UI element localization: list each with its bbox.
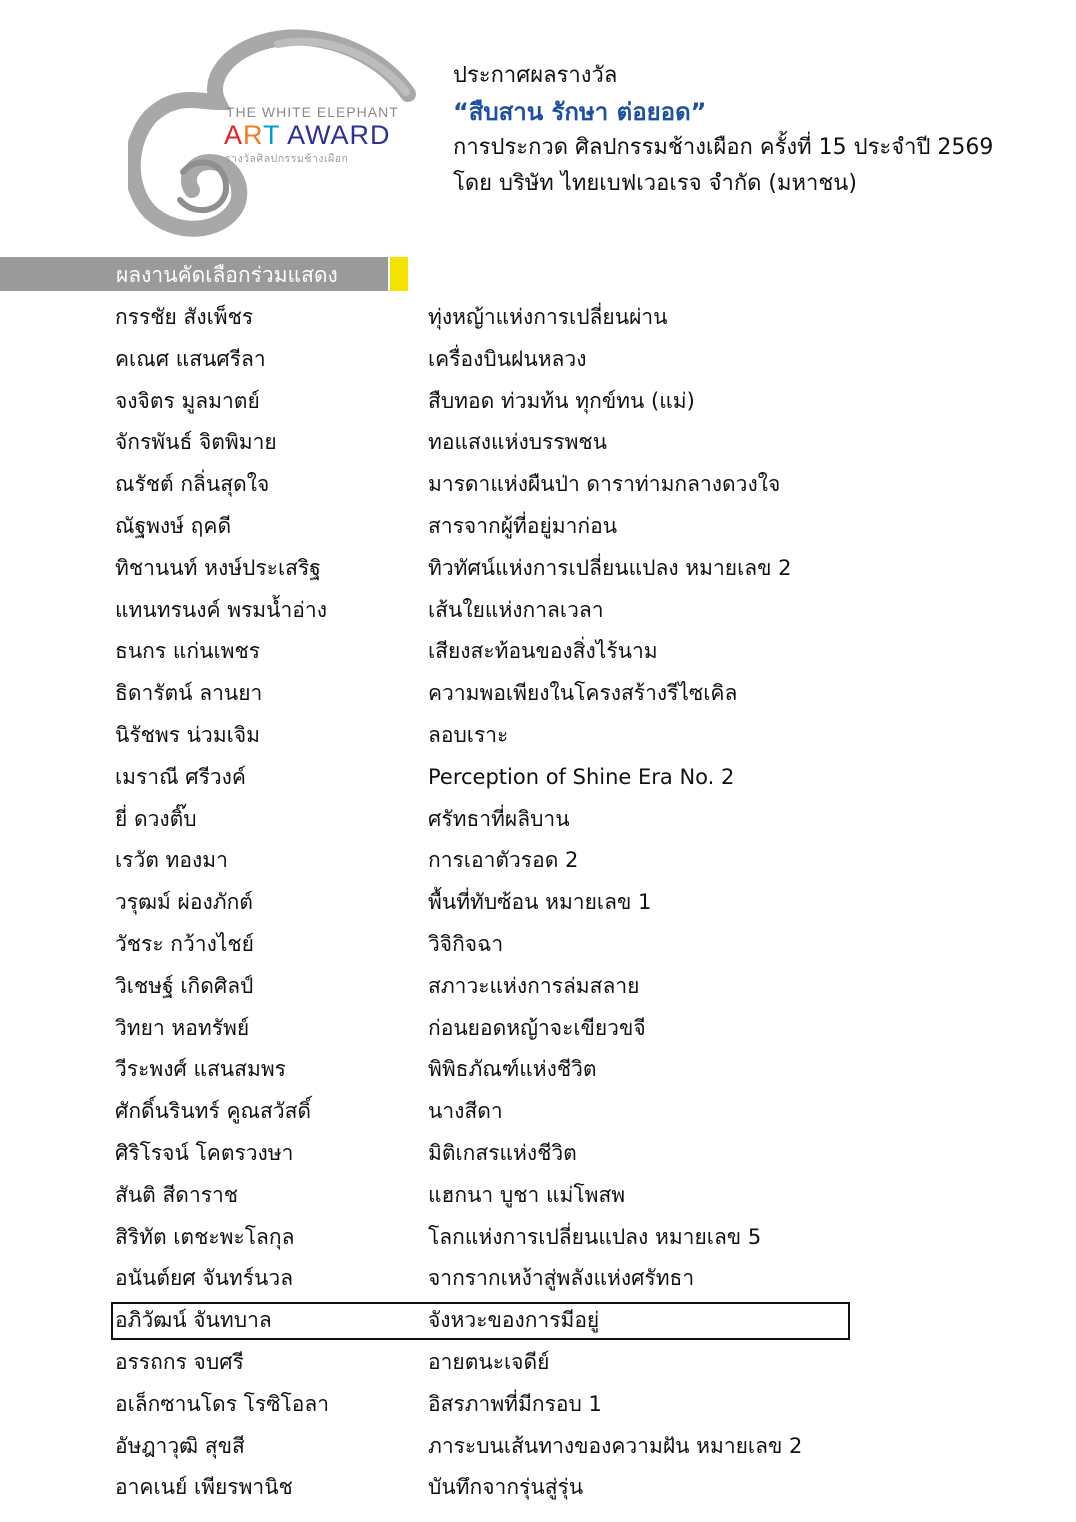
artwork-title: การเอาตัวรอด 2	[428, 848, 579, 873]
artist-name: วิเชษฐ์ เกิดศิลป์	[115, 973, 254, 998]
artist-name: ยี่ ดวงติ๊บ	[115, 806, 197, 831]
artwork-title: เสียงสะท้อนของสิ่งไร้นาม	[428, 639, 658, 664]
artist-name: คเณศ แสนศรีลา	[115, 346, 266, 371]
list-item	[0, 757, 1076, 797]
artwork-title: พื้นที่ทับซ้อน หมายเลข 1	[428, 890, 652, 915]
artwork-title: จังหวะของการมีอยู่	[428, 1308, 600, 1333]
artist-name: เรวัต ทองมา	[115, 848, 228, 873]
list-item	[0, 1258, 1076, 1298]
list-item	[0, 506, 1076, 546]
artist-name: เมราณี ศรีวงค์	[115, 764, 246, 789]
artist-name: นิรัชพร น่วมเจิม	[115, 723, 261, 747]
list-item	[0, 924, 1076, 964]
artwork-title: สืบทอด ท่วมท้น ทุกข์ทน (แม่)	[428, 388, 695, 413]
artwork-title: แฮกนา บูชา แม่โพสพ	[428, 1182, 626, 1207]
artist-name: ณัฐพงษ์ ฤคดี	[115, 514, 232, 538]
list-item	[0, 966, 1076, 1006]
artwork-title: จากรากเหง้าสู่พลังแห่งศรัทธา	[428, 1266, 695, 1291]
artwork-title: Perception of Shine Era No. 2	[428, 764, 735, 789]
artwork-title: บันทึกจากรุ่นสู่รุ่น	[428, 1475, 584, 1500]
artist-name: ศิริโรจน์ โคตรวงษา	[115, 1141, 294, 1165]
artwork-title: ความพอเพียงในโครงสร้างรีไซเคิล	[428, 681, 738, 706]
artist-name: วัชระ กว้างไชย์	[115, 932, 254, 956]
contest-name: การประกวด ศิลปกรรมช้างเผือก ครั้งที่ 15 ประจำปี 2569	[453, 135, 994, 160]
list-item	[0, 1091, 1076, 1131]
list-item	[0, 297, 1076, 337]
award-theme: “สืบสาน รักษา ต่อยอด”	[453, 98, 707, 126]
artwork-title: โลกแห่งการเปลี่ยนแปลง หมายเลข 5	[428, 1224, 762, 1249]
list-item	[0, 381, 1076, 421]
list-item	[0, 1467, 1076, 1507]
artwork-title: ทิวทัศน์แห่งการเปลี่ยนแปลง หมายเลข 2	[428, 555, 792, 580]
artwork-title: อิสรภาพที่มีกรอบ 1	[428, 1391, 602, 1416]
artist-name: อเล็กซานโดร โรซิโอลา	[115, 1391, 330, 1416]
white-elephant-logo	[128, 22, 418, 242]
list-item	[0, 673, 1076, 713]
artwork-title: อายตนะเจดีย์	[428, 1350, 550, 1374]
artist-name: ศักดิ์นรินทร์ คูณสวัสดิ์	[115, 1099, 312, 1124]
logo-subtitle-en: THE WHITE ELEPHANT	[226, 104, 399, 120]
artwork-title: เส้นใยแห่งกาลเวลา	[428, 597, 604, 622]
artwork-title: เครื่องบินฝนหลวง	[428, 346, 587, 371]
list-item	[0, 1384, 1076, 1424]
list-item	[0, 422, 1076, 462]
section-accent	[390, 257, 408, 291]
artwork-title: ทอแสงแห่งบรรพชน	[428, 430, 608, 455]
list-item	[0, 840, 1076, 880]
artwork-title: ทุ่งหญ้าแห่งการเปลี่ยนผ่าน	[428, 305, 668, 329]
artwork-title: มิติเกสรแห่งชีวิต	[428, 1141, 577, 1165]
artist-name: อาคเนย์ เพียรพานิช	[115, 1475, 293, 1500]
list-item	[0, 1133, 1076, 1173]
artist-name: ทิชานนท์ หงษ์ประเสริฐ	[115, 555, 321, 580]
list-item	[0, 548, 1076, 588]
artwork-title: พิพิธภัณฑ์แห่งชีวิต	[428, 1057, 597, 1082]
list-item	[0, 1426, 1076, 1466]
list-item	[0, 715, 1076, 755]
artwork-title: ลอบเราะ	[428, 723, 509, 747]
section-title: ผลงานคัดเลือกร่วมแสดง	[116, 263, 338, 287]
artwork-title: ภาระบนเส้นทางของความฝัน หมายเลข 2	[428, 1433, 803, 1458]
logo-subtitle-th: รางวัลศิลปกรรมช้างเผือก	[225, 153, 349, 165]
artist-name: จักรพันธ์ จิตพิมาย	[115, 430, 277, 455]
artwork-title: ก่อนยอดหญ้าจะเขียวขจี	[428, 1015, 646, 1040]
list-item-highlighted	[0, 1300, 1076, 1340]
list-item	[0, 464, 1076, 504]
artist-name: แทนทรนงค์ พรมน้ำอ่าง	[115, 597, 327, 622]
artwork-title: สภาวะแห่งการล่มสลาย	[428, 973, 640, 998]
artist-name: จงจิตร มูลมาตย์	[115, 388, 260, 413]
artist-name: วิทยา หอทรัพย์	[115, 1015, 250, 1040]
artist-name: กรรชัย สังเพ็ชร	[115, 305, 254, 329]
artist-name: สันติ สีดาราช	[115, 1182, 239, 1207]
artist-name: วีระพงศ์ แสนสมพร	[115, 1057, 286, 1082]
list-item	[0, 339, 1076, 379]
artist-name: ธนกร แก่นเพชร	[115, 639, 261, 664]
artwork-title: มารดาแห่งผืนป่า ดาราท่ามกลางดวงใจ	[428, 472, 781, 497]
artist-name: อัษฎาวุฒิ สุขสี	[115, 1433, 245, 1458]
list-item	[0, 1217, 1076, 1257]
list-item	[0, 799, 1076, 839]
announcement-title: ประกาศผลรางวัล	[453, 63, 618, 88]
artist-name: ณรัชต์ กลิ่นสุดใจ	[115, 472, 270, 497]
artwork-title: ศรัทธาที่ผลิบาน	[428, 806, 570, 831]
artwork-title: นางสีดา	[428, 1099, 503, 1124]
list-item	[0, 1049, 1076, 1089]
organizer: โดย บริษัท ไทยเบฟเวอเรจ จำกัด (มหาชน)	[453, 171, 857, 196]
artist-name: อรรถกร จบศรี	[115, 1350, 244, 1374]
list-item	[0, 631, 1076, 671]
logo-art-award: ART AWARD	[224, 120, 391, 150]
artwork-title: วิจิกิจฉา	[428, 932, 504, 956]
list-item	[0, 590, 1076, 630]
announcement-heading	[453, 58, 1053, 202]
list-item	[0, 1008, 1076, 1048]
list-item	[0, 1175, 1076, 1215]
list-item	[0, 882, 1076, 922]
artwork-title: สารจากผู้ที่อยู่มาก่อน	[428, 514, 618, 538]
list-item	[0, 1342, 1076, 1382]
artist-name: อนันต์ยศ จันทร์นวล	[115, 1266, 294, 1291]
artist-name: ธิดารัตน์ ลานยา	[115, 681, 263, 706]
artist-name: สิริทัต เตชะพะโลกุล	[115, 1224, 295, 1249]
artist-name: วรุฒม์ ผ่องภักต์	[115, 890, 253, 915]
artist-name: อภิวัฒน์ จันทบาล	[115, 1308, 272, 1333]
